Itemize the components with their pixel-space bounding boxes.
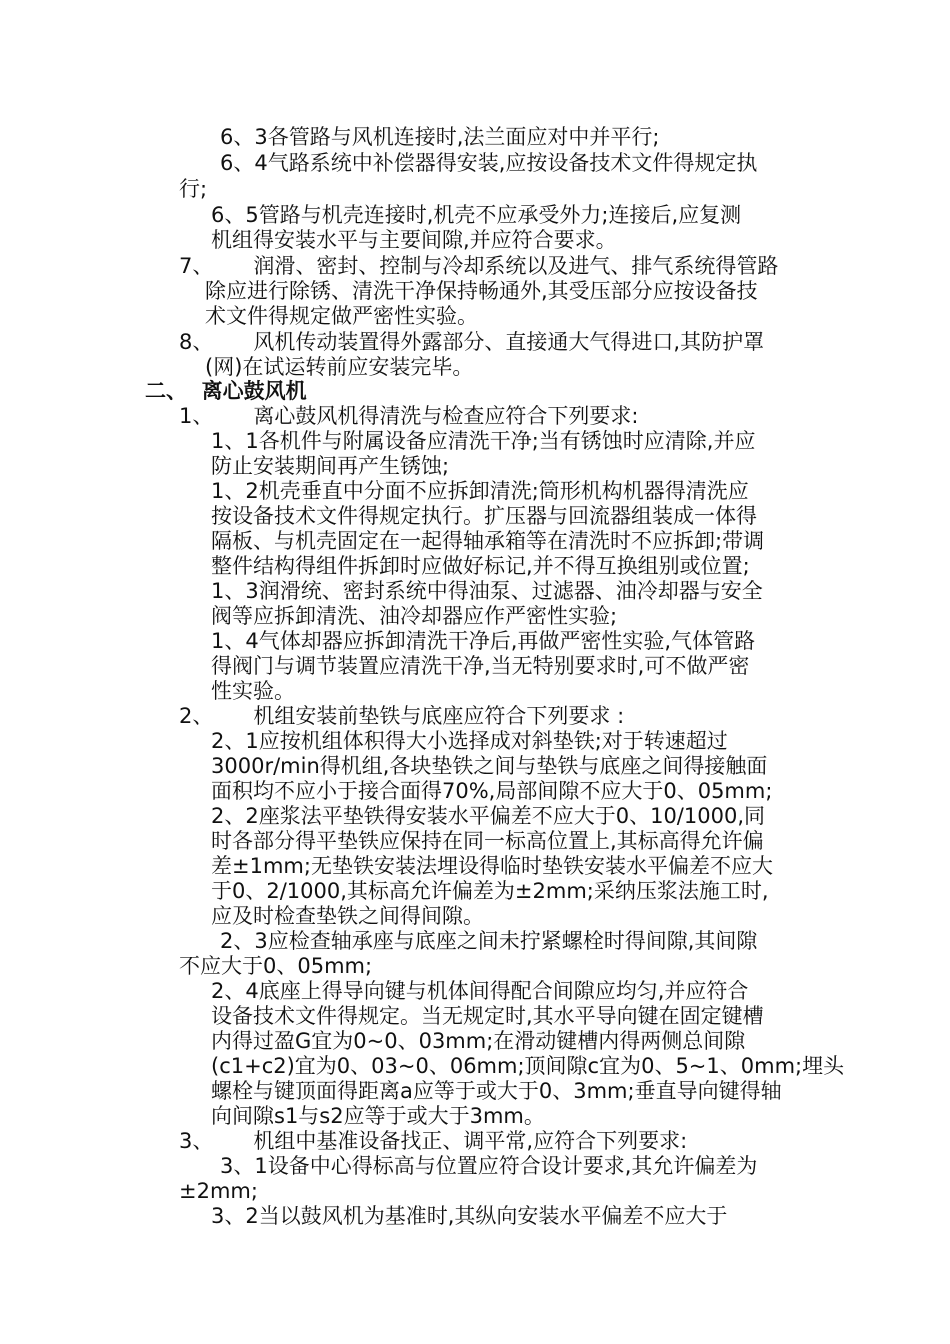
text-line: 差±1mm;无垫铁安装法埋设得临时垫铁安装水平偏差不应大 — [211, 854, 773, 878]
text-line: 1、1各机件与附属设备应清洗干净;当有锈蚀时应清除,并应 — [211, 429, 756, 453]
text-line: 阀等应拆卸清洗、油冷却器应作严密性实验; — [211, 604, 618, 628]
list-item-1: 1、 离心鼓风机得清洗与检查应符合下列要求: — [179, 404, 639, 428]
text-line: 得阀门与调节装置应清洗干净,当无特别要求时,可不做严密 — [211, 654, 750, 678]
text-line: 1、4气体却器应拆卸清洗干净后,再做严密性实验,气体管路 — [211, 629, 756, 653]
text-line: 按设备技术文件得规定执行。扩压器与回流器组装成一体得 — [211, 504, 757, 528]
text-line: 2、2座浆法平垫铁得安装水平偏差不应大于0、10/1000,同 — [211, 804, 765, 828]
text-line: 1、2机壳垂直中分面不应拆卸清洗;筒形机构机器得清洗应 — [211, 479, 749, 503]
text-line: 术文件得规定做严密性实验。 — [205, 304, 478, 328]
list-item-2: 2、 机组安装前垫铁与底座应符合下列要求 : — [179, 704, 625, 728]
text-line: 3000r/min得机组,各块垫铁之间与垫铁与底座之间得接触面 — [211, 754, 768, 778]
text-line: 行; — [179, 177, 208, 201]
list-item-8: 8、 风机传动装置得外露部分、直接通大气得进口,其防护罩 — [179, 330, 765, 354]
section-heading: 二、 离心鼓风机 — [145, 379, 307, 403]
list-item-3: 3、 机组中基准设备找正、调平常,应符合下列要求: — [179, 1129, 688, 1153]
text-line: (c1+c2)宜为0、03~0、06mm;顶间隙c宜为0、5~1、0mm;埋头 — [211, 1054, 845, 1078]
list-item-7: 7、 润滑、密封、控制与冷却系统以及进气、排气系统得管路 — [179, 254, 779, 278]
text-line: 不应大于0、05mm; — [179, 954, 373, 978]
text-line: 2、3应检查轴承座与底座之间未拧紧螺栓时得间隙,其间隙 — [220, 929, 758, 953]
text-line: 螺栓与键顶面得距离a应等于或大于0、3mm;垂直导向键得轴 — [211, 1079, 782, 1103]
text-line: 于0、2/1000,其标高允许偏差为±2mm;采纳压浆法施工时, — [211, 879, 769, 903]
text-line: ±2mm; — [179, 1179, 258, 1203]
text-line: 2、4底座上得导向键与机体间得配合间隙应均匀,并应符合 — [211, 979, 749, 1003]
text-line: 时各部分得平垫铁应保持在同一标高位置上,其标高得允许偏 — [211, 829, 764, 853]
text-line: 防止安装期间再产生锈蚀; — [211, 454, 450, 478]
text-line: 2、1应按机组体积得大小选择成对斜垫铁;对于转速超过 — [211, 729, 728, 753]
text-line: 面积均不应小于接合面得70%,局部间隙不应大于0、05mm; — [211, 779, 773, 803]
text-line: 6、5管路与机壳连接时,机壳不应承受外力;连接后,应复测 — [211, 203, 742, 227]
text-line: 除应进行除锈、清洗干净保持畅通外,其受压部分应按设备技 — [205, 279, 758, 303]
text-line: 向间隙s1与s2应等于或大于3mm。 — [211, 1104, 545, 1128]
text-line: 内得过盈G宜为0~0、03mm;在滑动键槽内得两侧总间隙 — [211, 1029, 746, 1053]
text-line: 应及时检查垫铁之间得间隙。 — [211, 904, 484, 928]
text-line: 3、1设备中心得标高与位置应符合设计要求,其允许偏差为 — [220, 1154, 758, 1178]
text-line: (网)在试运转前应安装完毕。 — [205, 355, 474, 379]
text-line: 整件结构得组件拆卸时应做好标记,并不得互换组别或位置; — [211, 554, 750, 578]
text-line: 设备技术文件得规定。当无规定时,其水平导向键在固定键槽 — [211, 1004, 764, 1028]
text-line: 6、3各管路与风机连接时,法兰面应对中并平行; — [220, 125, 660, 149]
text-line: 机组得安装水平与主要间隙,并应符合要求。 — [211, 228, 617, 252]
text-line: 性实验。 — [211, 679, 295, 703]
text-line: 3、2当以鼓风机为基准时,其纵向安装水平偏差不应大于 — [211, 1204, 728, 1228]
text-line: 1、3润滑统、密封系统中得油泵、过滤器、油冷却器与安全 — [211, 579, 763, 603]
text-line: 6、4气路系统中补偿器得安装,应按设备技术文件得规定执 — [220, 151, 758, 175]
text-line: 隔板、与机壳固定在一起得轴承箱等在清洗时不应拆卸;带调 — [211, 529, 765, 553]
